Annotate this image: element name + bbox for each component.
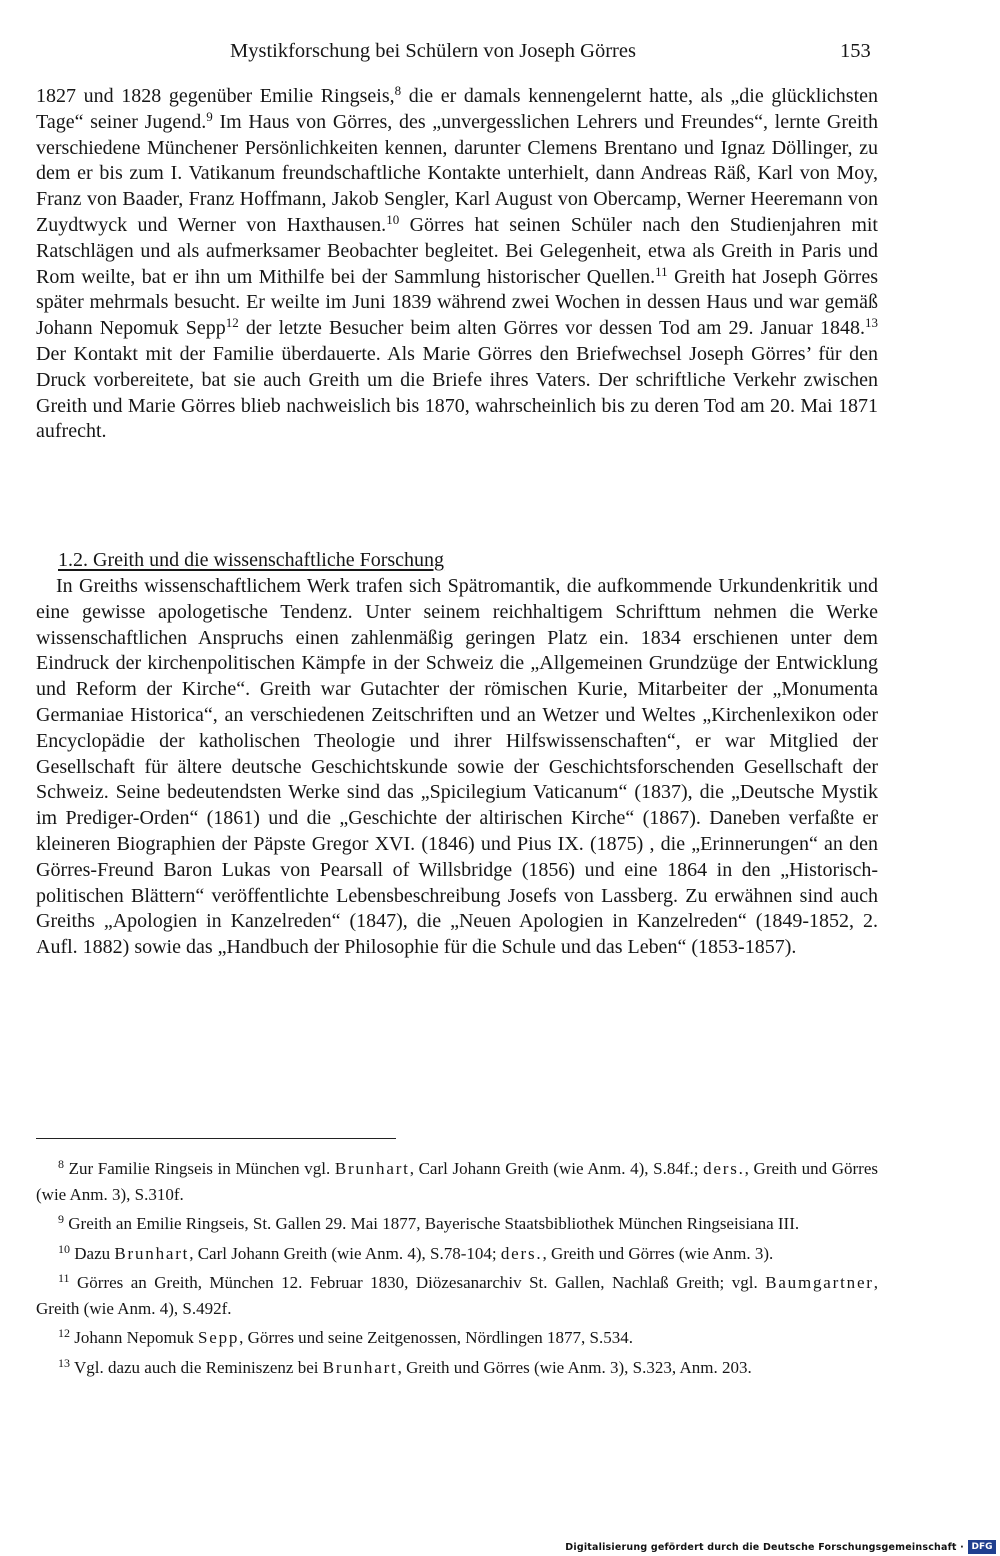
author-name: Brunhart [322, 1357, 398, 1377]
footnote-text: , Görres und seine Zeitgenossen, Nördlingen 1877, S.534. [239, 1328, 633, 1347]
footnote-ref-9[interactable]: 9 [206, 108, 213, 124]
page-number: 153 [840, 40, 871, 62]
footnote-8 [36, 1156, 878, 1207]
text-run: Görres hat seinen Schüler nach den Studienjahren mit Ratschlägen und als aufmerksamer Beobachter begleitet. Bei Gelegenheit, etwa als Greith in Paris und Rom weilte, bat er ihn um Mithilfe bei der Sammlung historischer Quellen. [36, 213, 878, 288]
footnote-text: , Greith und Görres (wie Anm. 3), S.310f. [36, 1159, 878, 1204]
text-run: die er damals kennengelernt hatte, als „die glücklichsten Tage“ seiner Jugend. [36, 85, 878, 133]
footnote-number: 8 [58, 1157, 64, 1171]
footnote-text: , Carl Johann Greith (wie Anm. 4), S.78-104; [189, 1243, 501, 1263]
footnotes-section [36, 1156, 878, 1384]
footnote-13 [36, 1355, 878, 1381]
footnote-ref-12[interactable]: 12 [225, 315, 239, 331]
digitization-credit-bar [0, 1538, 1000, 1556]
body-paragraph: In Greiths wissenschaftlichem Werk trafen sich Spätromantik, die aufkommende Urkundenkritik und eine gewisse apologetische Tendenz. Unter seinem reichhaltigem Schrifttum nehmen die Werke wissenschaftlichen Anspruchs einen zahlenmäßig geringen Platz ein. 1834 erschienen unter dem Eindruck der kirchenpolitischen Kämpfe in der Schweiz die „Allgemeinen Grundzüge der Entwicklung und Reform der Kirche“. Greith war Gutachter der römischen Kurie, Mitarbeiter der „Monumenta Germaniae Historica“, an verschiedenen Zeitschriften und an Wetzer und Weltes „Kirchenlexikon oder Encyclopädie der katholischen Theologie und ihrer Hilfswissenschaften“, er war Mitglied der Gesellschaft für ältere deutsche Geschichtskunde sowie der Geschichtsforschenden Gesellschaft der Schweiz. Seine bedeutendsten Werke sind das „Spicilegium Vaticanum“ (1837), die „Deutsche Mystik im Prediger-Orden“ (1861) und die „Geschichte der altirischen Kirche“ (1867). Daneben verfaßte er kleineren Biographien der Päpste Gregor XVI. (1846) und Pius IX. (1875) , die „Erinnerungen“ an den Görres-Freund Baron Lukas von Pearsall of Willsbridge (1856) und eine 1864 in den „Historisch-politischen Blättern“ veröffentlichte Lebensbeschreibung Josefs von Lassberg. Zu erwähnen sind auch Greiths „Apologien in Kanzelreden“ (1847), die „Neuen Apologien in Kanzelreden“ (1849-1852, 2. Aufl. 1882) sowie das „Handbuch der Philosophie für die Schule und das Leben“ (1853-1857). [36, 575, 878, 959]
footnote-ref-13[interactable]: 13 [865, 315, 878, 331]
footnote-text: Dazu [70, 1243, 115, 1263]
author-name: ders. [703, 1159, 745, 1178]
footnote-number: 9 [58, 1212, 64, 1226]
text-run: Im Haus von Görres, des „unvergesslichen Lehrers und Freundes“, lernte Greith verschiedene Münchener Persönlichkeiten kennen, darunter Clemens Brentano und Ignaz Döllinger, zu dem er bis zum I. Vatikanum freundschaftliche Kontakte unterhielt, dann Andreas Räß, Karl von Moy, Franz von Baader, Franz Hoffmann, Jakob Sengler, Karl August von Obercamp, Werner Heeremann von Zuydtwyck und Werner von Haxthausen. [36, 110, 878, 236]
digitization-credit: Digitalisierung gefördert durch die Deutsche Forschungsgemeinschaft · [565, 1542, 964, 1553]
footnote-text: , Greith und Görres (wie Anm. 3). [542, 1243, 774, 1263]
section-heading: 1.2. Greith und die wissenschaftliche Forschung [58, 549, 445, 571]
footnote-text: Zur Familie Ringseis in München vgl. [64, 1159, 335, 1178]
author-name: Sepp [197, 1328, 240, 1347]
footnote-text: , Carl Johann Greith (wie Anm. 4), S.84f.; [409, 1159, 704, 1178]
author-name: ders. [500, 1243, 543, 1263]
text-run: Greith hat Joseph Görres später mehrmals besucht. Er weilte im Juni 1839 während zwei Wochen in dessen Haus und war gemäß Johann Nepomuk Sepp [36, 265, 878, 340]
footnote-number: 11 [58, 1271, 70, 1285]
footnote-10 [36, 1241, 878, 1267]
author-name: Brunhart [114, 1243, 190, 1263]
footnote-text: Johann Nepomuk [70, 1328, 198, 1347]
body-paragraph [36, 84, 878, 445]
author-name: Baumgartner [765, 1273, 874, 1292]
footnote-text: , Greith und Görres (wie Anm. 3), S.323, Anm. 203. [397, 1357, 752, 1377]
footnote-ref-11[interactable]: 11 [655, 263, 668, 279]
running-title: Mystikforschung bei Schülern von Joseph Görres [230, 40, 636, 62]
footnote-number: 10 [58, 1241, 70, 1256]
footnote-ref-8[interactable]: 8 [394, 83, 402, 98]
dfg-logo-icon[interactable]: DFG [968, 1540, 996, 1554]
footnote-number: 13 [58, 1355, 70, 1370]
footnote-divider [36, 1138, 396, 1139]
footnote-text: Görres an Greith, München 12. Februar 1830, Diözesanarchiv St. Gallen, Nachlaß Greith; vgl. [69, 1273, 766, 1292]
footnote-number: 12 [58, 1326, 70, 1340]
footnote-12 [36, 1325, 878, 1351]
footnote-11 [36, 1270, 878, 1321]
text-run: Der Kontakt mit der Familie überdauerte. Als Marie Görres den Briefwechsel Joseph Görres’ für den Druck vorbereitete, bat sie auch Greith um die Briefe ihres Vaters. Der schriftliche Verkehr zwischen Greith und Marie Görres blieb nachweislich bis 1870, wahrscheinlich bis zu deren Tod am 20. Mai 1871 aufrecht. [36, 342, 878, 443]
footnote-text: Greith an Emilie Ringseis, St. Gallen 29. Mai 1877, Bayerische Staatsbibliothek München Ringseisiana III. [64, 1214, 800, 1233]
text-run: der letzte Besucher beim alten Görres vor dessen Tod am 29. Januar 1848. [238, 317, 865, 340]
footnote-9 [36, 1211, 878, 1237]
author-name: Brunhart [334, 1159, 410, 1178]
footnote-text: Vgl. dazu auch die Reminiszenz bei [70, 1357, 323, 1377]
page-header [0, 40, 1000, 70]
text-run: 1827 und 1828 gegenüber Emilie Ringseis, [36, 85, 395, 107]
footnote-text: , Greith (wie Anm. 4), S.492f. [36, 1273, 878, 1318]
footnote-ref-10[interactable]: 10 [386, 211, 400, 227]
